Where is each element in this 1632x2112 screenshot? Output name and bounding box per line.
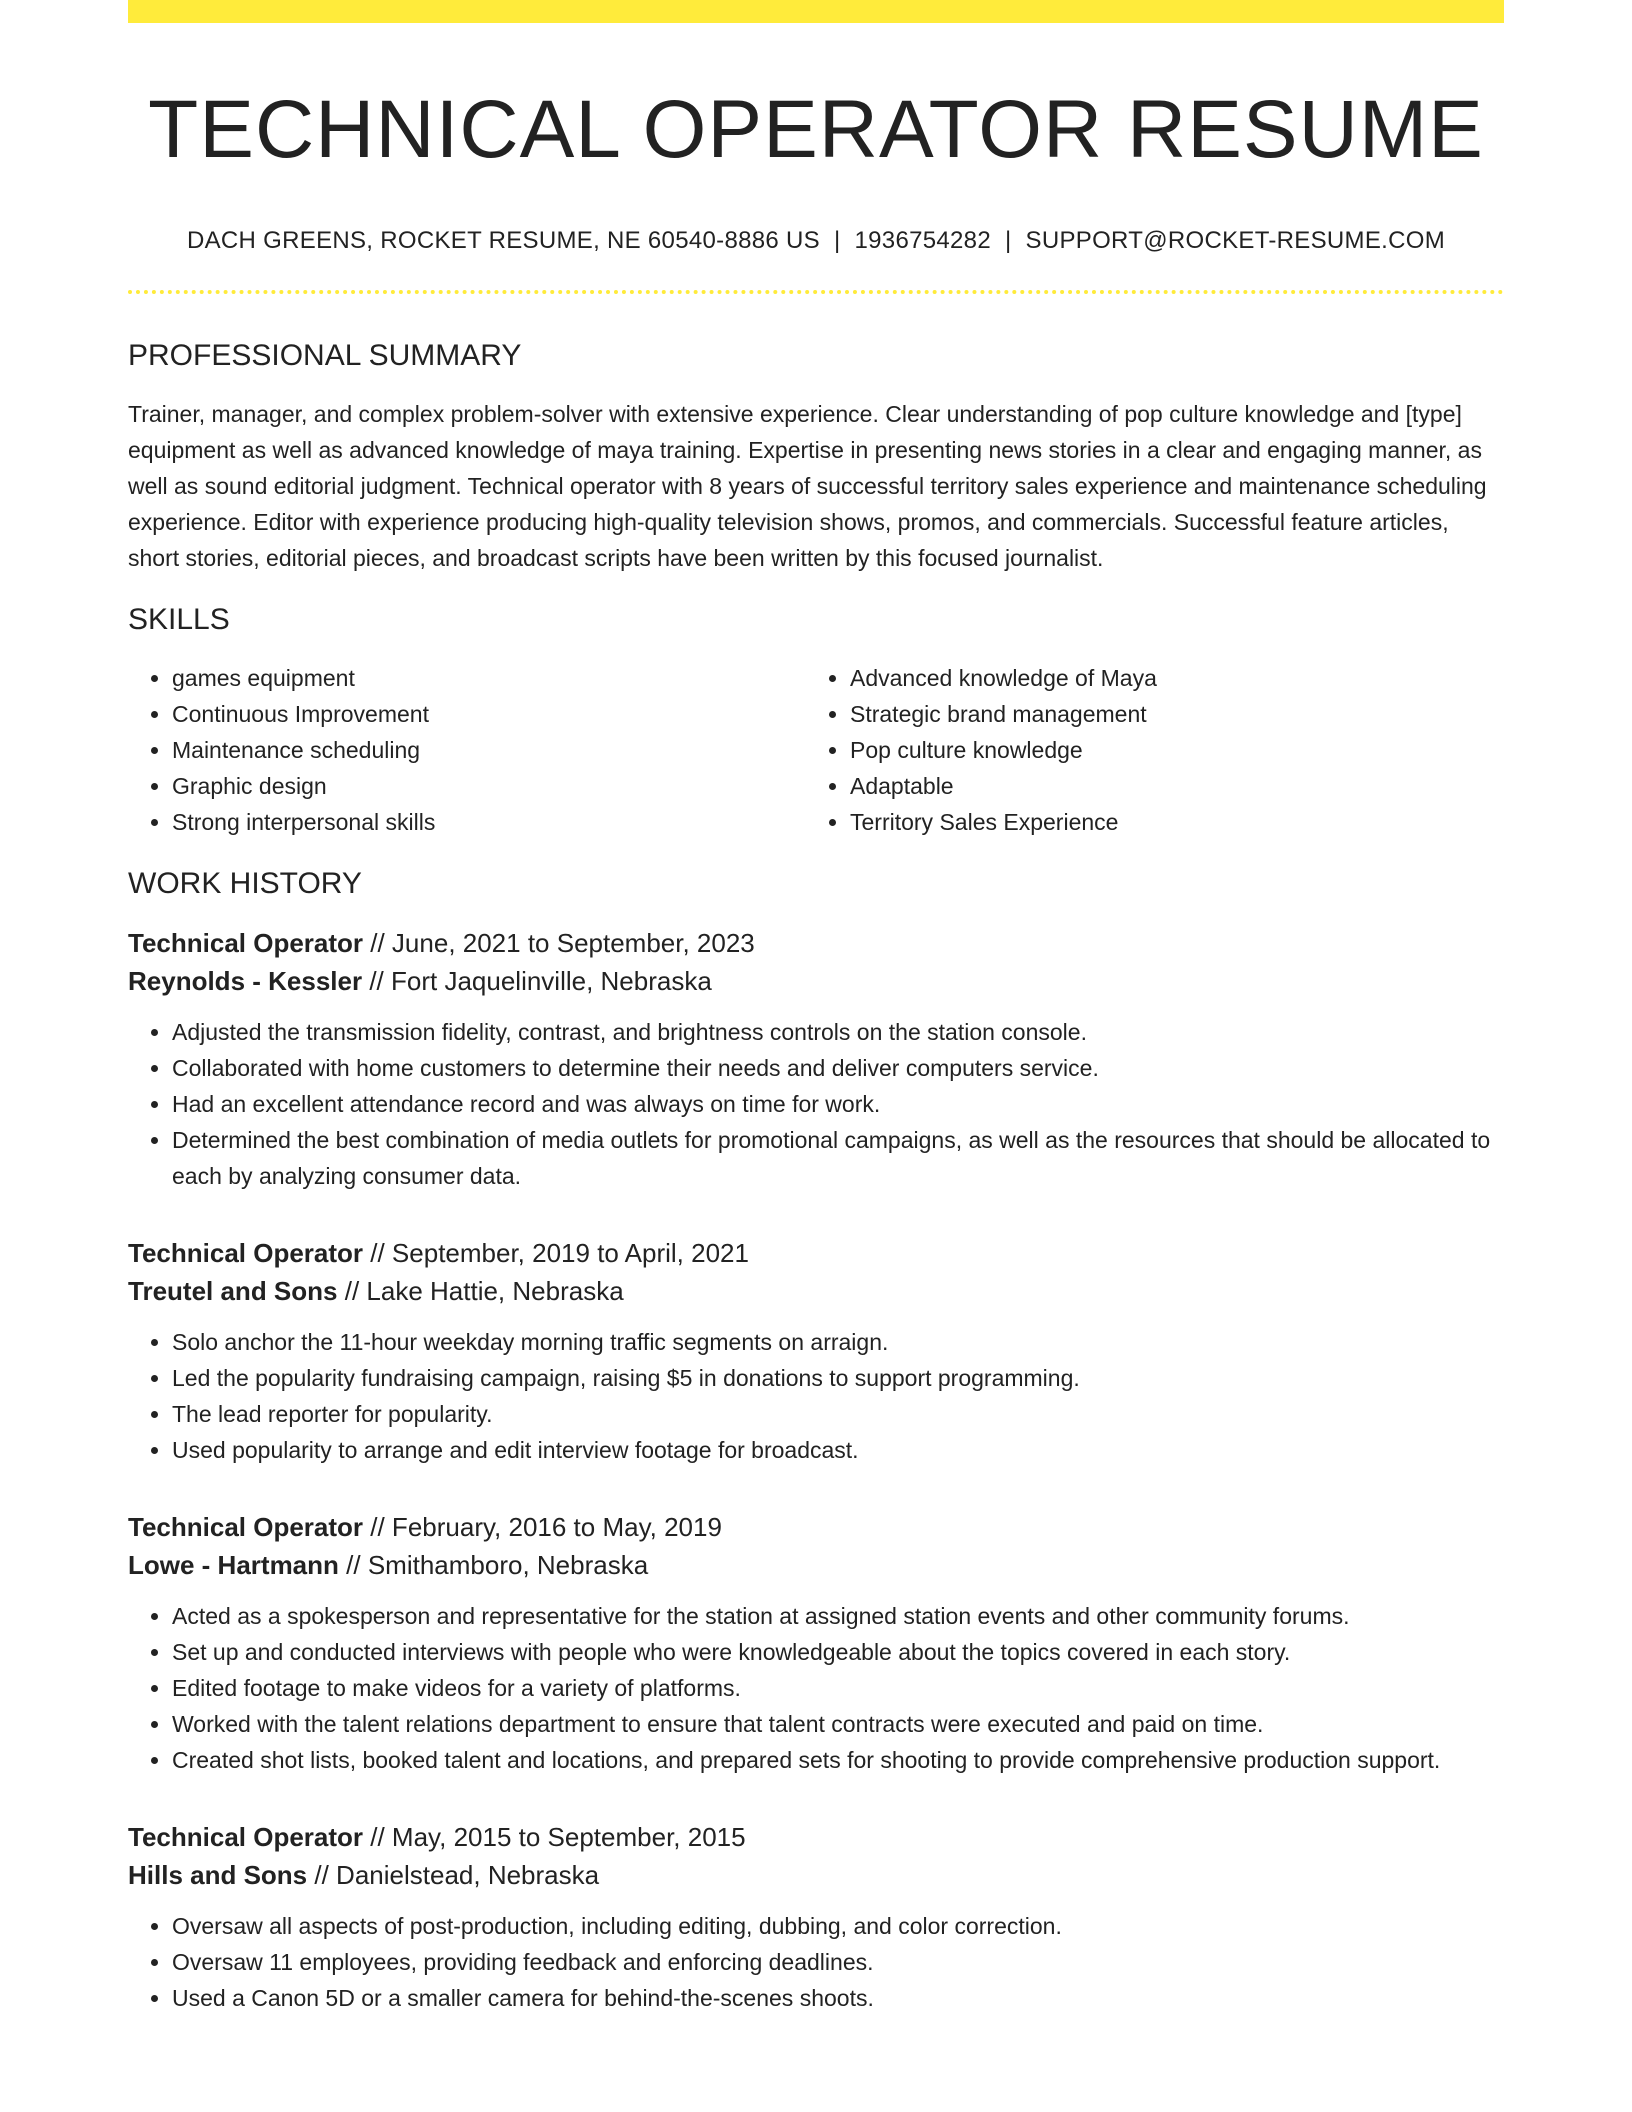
skill-item: • Maintenance scheduling	[172, 732, 806, 768]
skill-item: • Strategic brand management	[850, 696, 1484, 732]
work-history-section	[128, 866, 1504, 2016]
job-company: Treutel and Sons	[128, 1276, 338, 1307]
work-history-heading: WORK HISTORY	[128, 867, 362, 901]
job-entry	[128, 1234, 1504, 1468]
job-entry	[128, 1818, 1504, 2016]
job-title: Technical Operator	[128, 1238, 364, 1269]
job-company: Lowe - Hartmann	[128, 1550, 339, 1581]
job-bullet: • Determined the best combination of media outlets for promotional campaigns, as well as the resources that should be allocated to each by analyzing consumer data.	[172, 1122, 1504, 1194]
job-location: // Fort Jaquelinville, Nebraska	[369, 966, 712, 997]
job-bullet: • The lead reporter for popularity.	[172, 1396, 1504, 1432]
job-bullet: • Collaborated with home customers to determine their needs and deliver computers service.	[172, 1050, 1504, 1086]
job-bullets	[128, 1324, 1504, 1468]
contact-line	[128, 225, 1504, 256]
job-title-line	[128, 1818, 1504, 1856]
skill-item: • Adaptable	[850, 768, 1484, 804]
job-dates: // May, 2015 to September, 2015	[370, 1822, 746, 1853]
job-entry	[128, 924, 1504, 1194]
job-bullets	[128, 1598, 1504, 1778]
summary-heading: PROFESSIONAL SUMMARY	[128, 339, 522, 373]
skills-left-list	[128, 660, 806, 840]
job-location: // Danielstead, Nebraska	[314, 1860, 600, 1891]
skills-heading: SKILLS	[128, 603, 230, 637]
job-bullet: • Led the popularity fundraising campaign, raising $5 in donations to support programming.	[172, 1360, 1504, 1396]
skill-item: • Advanced knowledge of Maya	[850, 660, 1484, 696]
job-location: // Lake Hattie, Nebraska	[344, 1276, 624, 1307]
skill-item: • Territory Sales Experience	[850, 804, 1484, 840]
job-bullet: • Oversaw all aspects of post-production, including editing, dubbing, and color correction.	[172, 1908, 1504, 1944]
job-company-line	[128, 1272, 1504, 1310]
contact-phone: 1936754282	[854, 227, 991, 255]
skill-item: • Strong interpersonal skills	[172, 804, 806, 840]
job-bullet: • Adjusted the transmission fidelity, contrast, and brightness controls on the station console.	[172, 1014, 1504, 1050]
job-bullet: • Used a Canon 5D or a smaller camera for behind-the-scenes shoots.	[172, 1980, 1504, 2016]
job-bullet: • Acted as a spokesperson and representative for the station at assigned station events and other community forums.	[172, 1598, 1504, 1634]
contact-address: DACH GREENS, ROCKET RESUME, NE 60540-8886 US	[186, 227, 820, 255]
job-title-line	[128, 1508, 1504, 1546]
job-entry	[128, 1508, 1504, 1778]
job-dates: // February, 2016 to May, 2019	[370, 1512, 722, 1543]
skill-item: • Pop culture knowledge	[850, 732, 1484, 768]
contact-separator: |	[833, 227, 841, 255]
job-bullet: • Used popularity to arrange and edit interview footage for broadcast.	[172, 1432, 1504, 1468]
resume-title: TECHNICAL OPERATOR RESUME	[148, 84, 1484, 175]
job-bullet: • Edited footage to make videos for a variety of platforms.	[172, 1670, 1504, 1706]
job-bullet: • Worked with the talent relations department to ensure that talent contracts were executed and paid on time.	[172, 1706, 1504, 1742]
skills-left-column	[128, 660, 806, 840]
job-company-line	[128, 962, 1504, 1000]
skills-columns	[128, 660, 1504, 840]
job-location: // Smithamboro, Nebraska	[346, 1550, 649, 1581]
job-company-line	[128, 1856, 1504, 1894]
job-bullet: • Set up and conducted interviews with people who were knowledgeable about the topics covered in each story.	[172, 1634, 1504, 1670]
job-title-line	[128, 1234, 1504, 1272]
job-company-line	[128, 1546, 1504, 1584]
job-title: Technical Operator	[128, 1822, 364, 1853]
job-dates: // September, 2019 to April, 2021	[370, 1238, 749, 1269]
job-bullet: • Solo anchor the 11-hour weekday morning traffic segments on arraign.	[172, 1324, 1504, 1360]
job-bullets	[128, 1014, 1504, 1194]
job-dates: // June, 2021 to September, 2023	[370, 928, 755, 959]
professional-summary-section	[128, 338, 1504, 576]
dotted-divider	[128, 290, 1504, 294]
resume-page	[128, 0, 1504, 2016]
job-title: Technical Operator	[128, 1512, 364, 1543]
job-bullet: • Oversaw 11 employees, providing feedback and enforcing deadlines.	[172, 1944, 1504, 1980]
skills-right-list	[806, 660, 1484, 840]
job-bullet: • Created shot lists, booked talent and locations, and prepared sets for shooting to provide comprehensive production support.	[172, 1742, 1504, 1778]
contact-email: SUPPORT@ROCKET-RESUME.COM	[1025, 227, 1445, 255]
job-title-line	[128, 924, 1504, 962]
job-title: Technical Operator	[128, 928, 364, 959]
skill-item: • games equipment	[172, 660, 806, 696]
job-bullets	[128, 1908, 1504, 2016]
skills-section	[128, 602, 1504, 840]
summary-text: Trainer, manager, and complex problem-solver with extensive experience. Clear understanding of pop culture knowledge and [type] equipment as well as advanced knowledge of maya training. Expertise in presenting news stories in a clear and engaging manner, as well as sound editorial judgment. Technical operator with 8 years of successful territory sales experience and maintenance scheduling experience. Editor with experience producing high-quality television shows, promos, and commercials. Successful feature articles, short stories, editorial pieces, and broadcast scripts have been written by this focused journalist.	[128, 401, 1487, 572]
contact-separator: |	[1004, 227, 1012, 255]
accent-top-bar	[128, 0, 1504, 23]
skill-item: • Continuous Improvement	[172, 696, 806, 732]
skill-item: • Graphic design	[172, 768, 806, 804]
job-bullet: • Had an excellent attendance record and was always on time for work.	[172, 1086, 1504, 1122]
job-company: Reynolds - Kessler	[128, 966, 363, 997]
job-company: Hills and Sons	[128, 1860, 308, 1891]
skills-right-column	[806, 660, 1484, 840]
